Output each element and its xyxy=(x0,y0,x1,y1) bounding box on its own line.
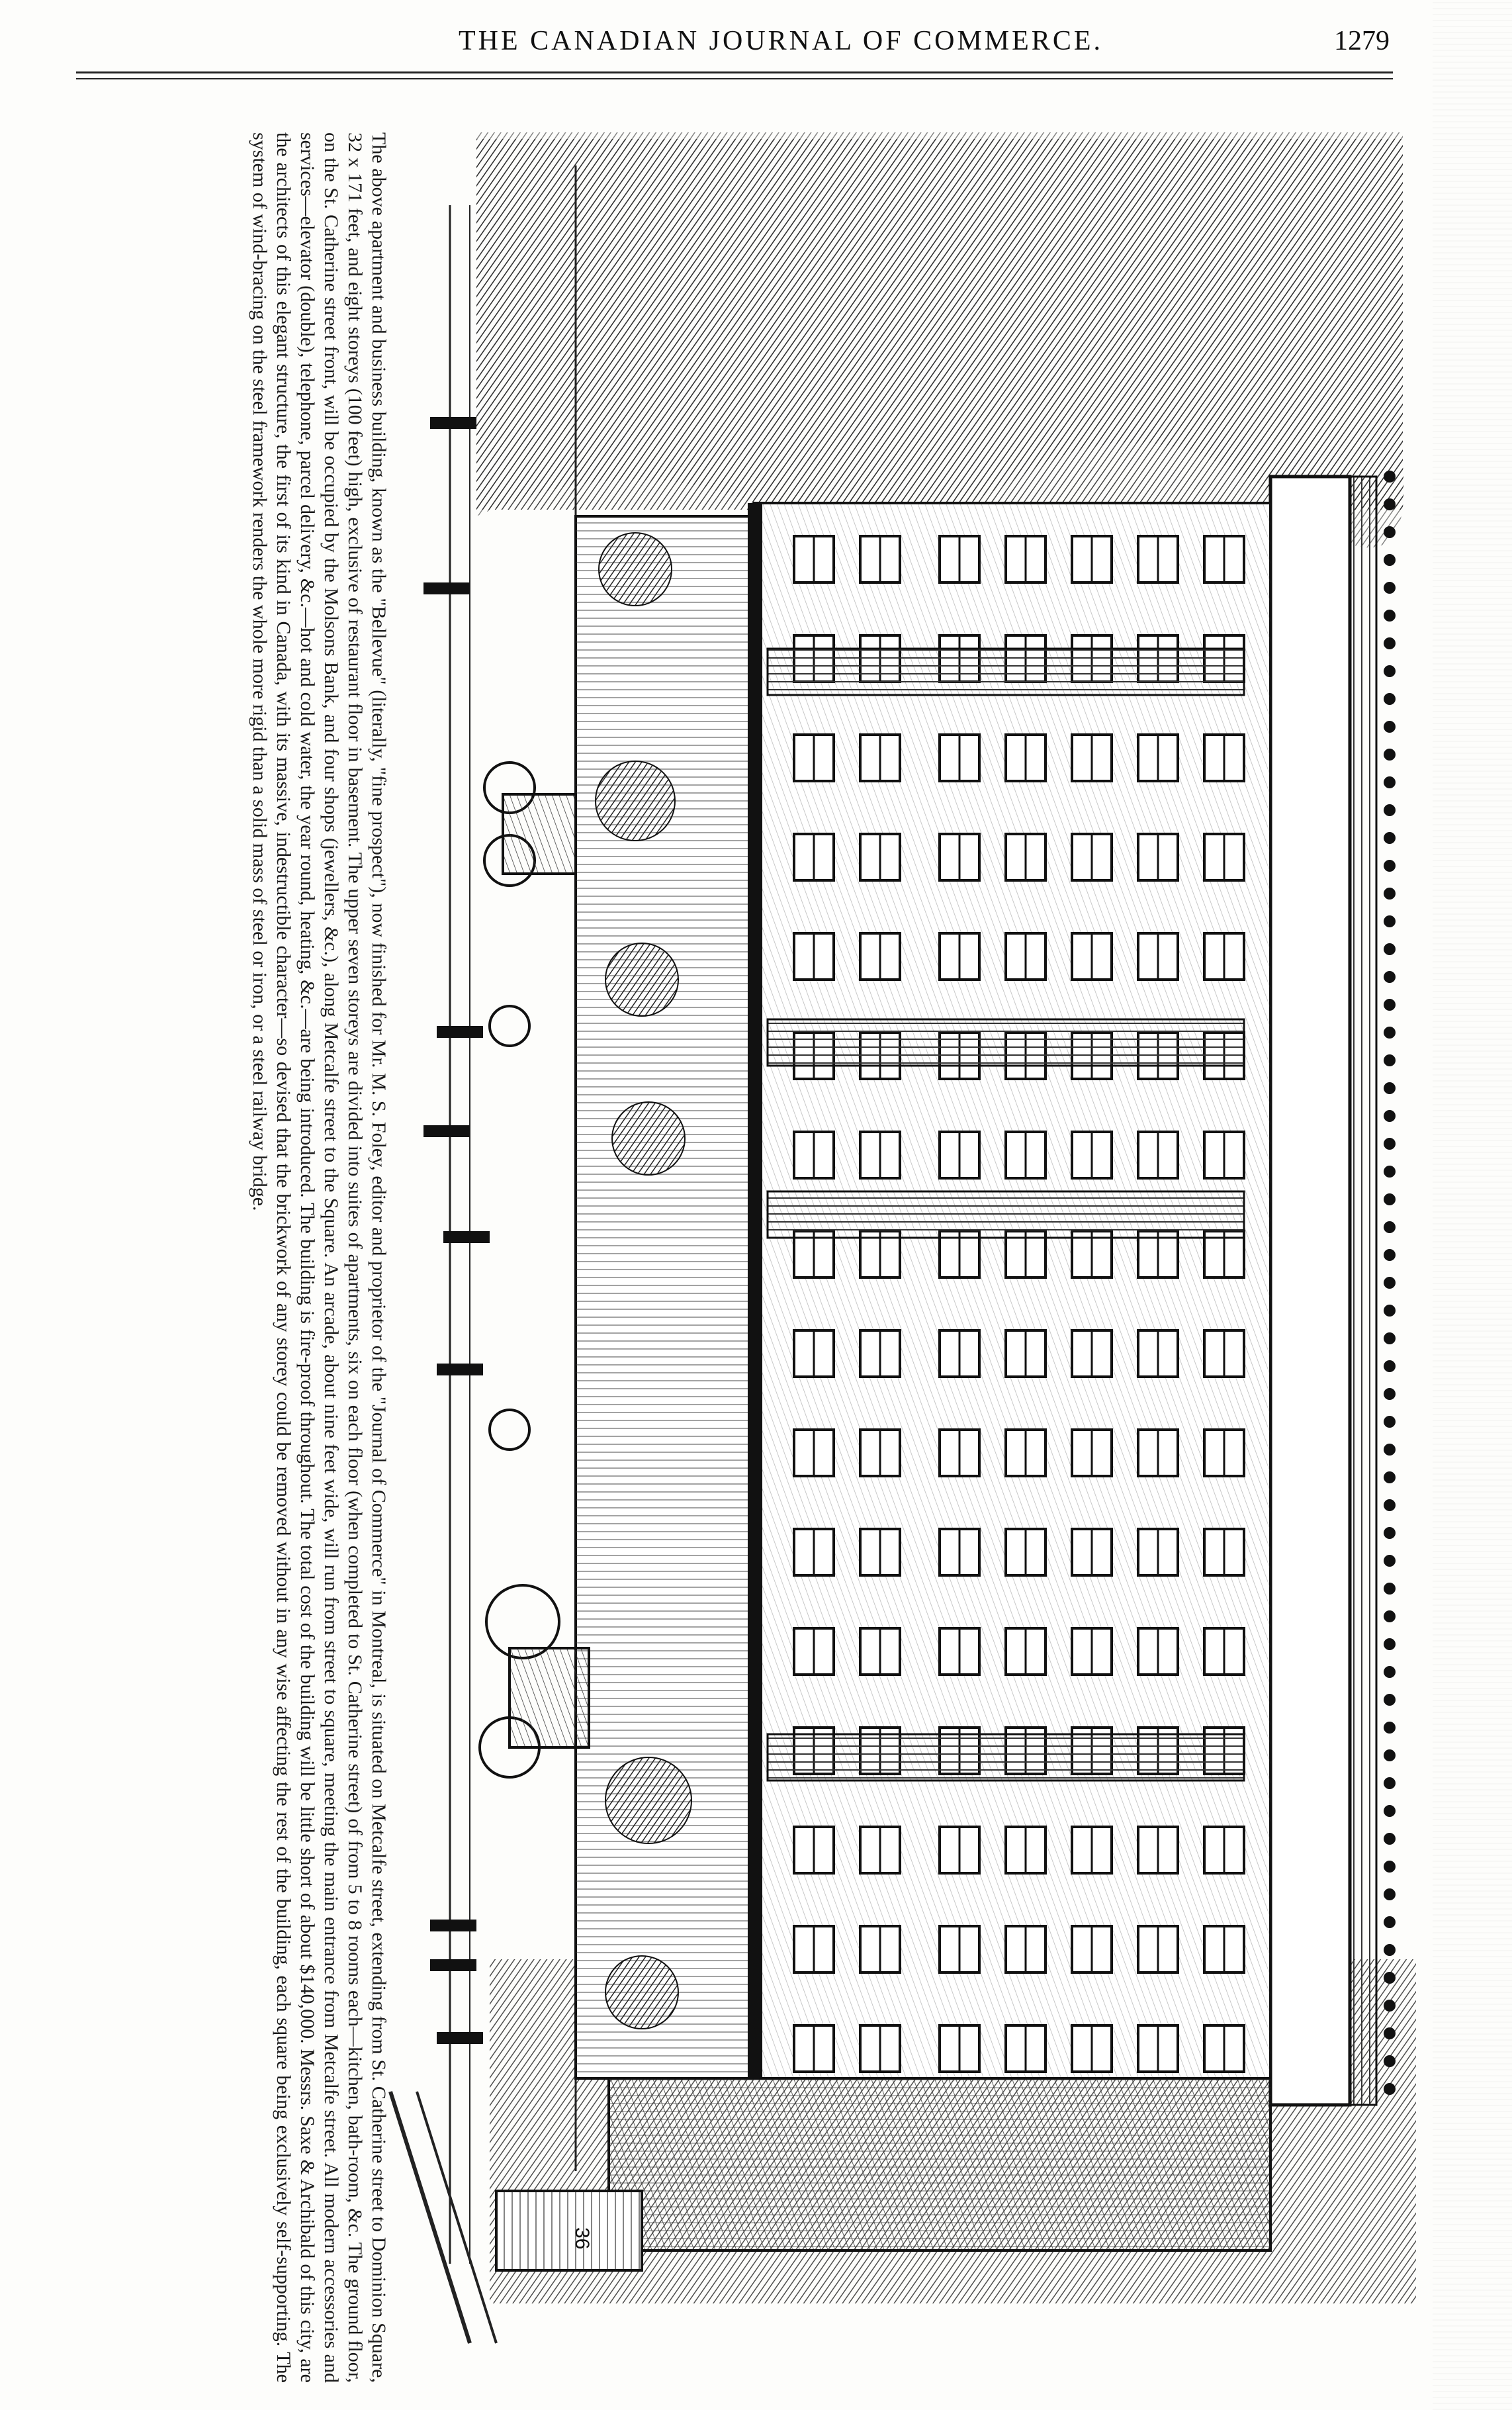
tram xyxy=(496,2191,642,2270)
cornice-ornament xyxy=(1384,776,1396,788)
building-engraving xyxy=(357,106,1469,2350)
vehicles xyxy=(480,763,589,1777)
cornice-ornament xyxy=(1384,749,1396,761)
cornice-ornament xyxy=(1384,1416,1396,1428)
tram-number: 36 xyxy=(571,2227,593,2250)
cornice-ornament xyxy=(1384,971,1396,983)
cornice-ornament xyxy=(1384,943,1396,955)
cornice-ornament xyxy=(1384,498,1396,510)
cornice-ornament xyxy=(1384,1888,1396,1900)
cornice-ornament xyxy=(1384,1610,1396,1622)
cornice-ornament xyxy=(1384,888,1396,900)
cornice-ornament xyxy=(1384,1777,1396,1789)
cornice-ornament xyxy=(1384,1277,1396,1289)
cornice-ornament xyxy=(1384,1722,1396,1734)
cornice-ornament xyxy=(1384,693,1396,705)
cornice-ornament xyxy=(1384,1249,1396,1261)
cornice-ornament xyxy=(1384,1694,1396,1706)
cornice-ornament xyxy=(1384,1861,1396,1873)
cornice-ornament xyxy=(1384,1749,1396,1761)
cornice-ornament xyxy=(1384,2083,1396,2095)
cornice-ornament xyxy=(1384,1305,1396,1317)
cornice-ornament xyxy=(1384,1166,1396,1178)
cornice-ornament xyxy=(1384,1027,1396,1039)
cornice-ornament xyxy=(1384,915,1396,927)
pedestrians xyxy=(423,417,490,2044)
caption-column xyxy=(46,132,390,2383)
cornice-ornament xyxy=(1384,2055,1396,2067)
cornice-ornament xyxy=(1384,526,1396,538)
page-edge-texture xyxy=(1433,0,1512,2410)
cornice-ornament xyxy=(1384,1110,1396,1122)
cornice-ornament xyxy=(1384,1499,1396,1511)
cornice-ornament xyxy=(1384,1638,1396,1650)
cornice-ornament xyxy=(1384,832,1396,844)
cornice-ornament xyxy=(1384,1555,1396,1567)
cornice-ornament xyxy=(1384,1471,1396,1483)
cornice-ornament xyxy=(1384,582,1396,594)
cornice-ornament xyxy=(1384,1388,1396,1400)
background-trees-top xyxy=(476,132,1404,547)
cornice-ornament xyxy=(1384,1444,1396,1456)
cornice-ornament xyxy=(1384,721,1396,733)
cornice-ornament xyxy=(1384,1054,1396,1066)
cornice-ornament xyxy=(1384,1944,1396,1956)
cornice-ornament xyxy=(1384,860,1396,872)
cornice-ornament xyxy=(1384,1332,1396,1344)
cornice-ornament xyxy=(1384,1666,1396,1678)
header-rule-bottom xyxy=(76,78,1393,79)
cornice-ornaments xyxy=(1384,471,1396,2095)
cornice-ornament xyxy=(1384,804,1396,816)
cornice-ornament xyxy=(1384,471,1396,483)
cornice-ornament xyxy=(1384,1221,1396,1233)
cornice-ornament xyxy=(1384,1805,1396,1817)
header-rule-top xyxy=(76,71,1393,73)
cornice-ornament xyxy=(1384,1583,1396,1595)
cornice-ornament xyxy=(1384,999,1396,1011)
cornice-ornament xyxy=(1384,1138,1396,1150)
cornice-ornament xyxy=(1384,2027,1396,2039)
cornice-ornament xyxy=(1384,1360,1396,1372)
cornice-ornament xyxy=(1384,665,1396,677)
building-description: The above apartment and business building, known as the "Bellevue" (literally, "fine prospect"), now finished for Mr. M. S. Foley, editor and proprietor of the "Journal of Commerce" in Montreal, is situated on Metcalfe street, extending from St. Catherine street to Dominion Square, 32 x 171 feet, and eight storeys (100 feet) high, exclusive of restaurant floor in basement. The upper seven storeys are divided into suites of apartments, six on each floor (when completed to St. Catherine street) of from 5 to 8 rooms each—kitchen, bath-room, &c. The ground floor, on the St. Catherine street front, will be occupied by the Molsons Bank, and four shops (jewellers, &c.), along Metcalfe street to the Square. An arcade, about nine feet wide, will run from street to square, meeting the main entrance from Metcalfe street. All modern accessories and services—elevator (double), telephone, parcel delivery, &c.—hot and cold water, the year round, heating, &c.—are being introduced. The building is fire-proof throughout. The total cost of the building will be little short of about $140,000. Messrs. Saxe & Archibald of this city, are the architects of this elegant structure, the first of its kind in Canada, with its massive, indestructible character—so devised that the brickwork of any storey could be removed without in any wise affecting the rest of the building, each square being exclusively self-supporting. The system of wind-bracing on the steel framework renders the whole more rigid than a solid mass of steel or iron, or a steel railway bridge. xyxy=(249,132,390,2383)
cornice-ornament xyxy=(1384,637,1396,649)
page-number: 1279 xyxy=(1334,26,1390,56)
cornice-ornament xyxy=(1384,1193,1396,1205)
building-facade xyxy=(576,471,1396,2250)
cornice-ornament xyxy=(1384,2000,1396,2012)
journal-title: THE CANADIAN JOURNAL OF COMMERCE. xyxy=(459,26,1103,56)
cornice-ornament xyxy=(1384,554,1396,566)
cornice-ornament xyxy=(1384,1972,1396,1984)
cornice-ornament xyxy=(1384,1527,1396,1539)
cornice-ornament xyxy=(1384,1916,1396,1928)
cornice-ornament xyxy=(1384,610,1396,622)
cornice-ornament xyxy=(1384,1833,1396,1845)
cornice-ornament xyxy=(1384,1082,1396,1094)
